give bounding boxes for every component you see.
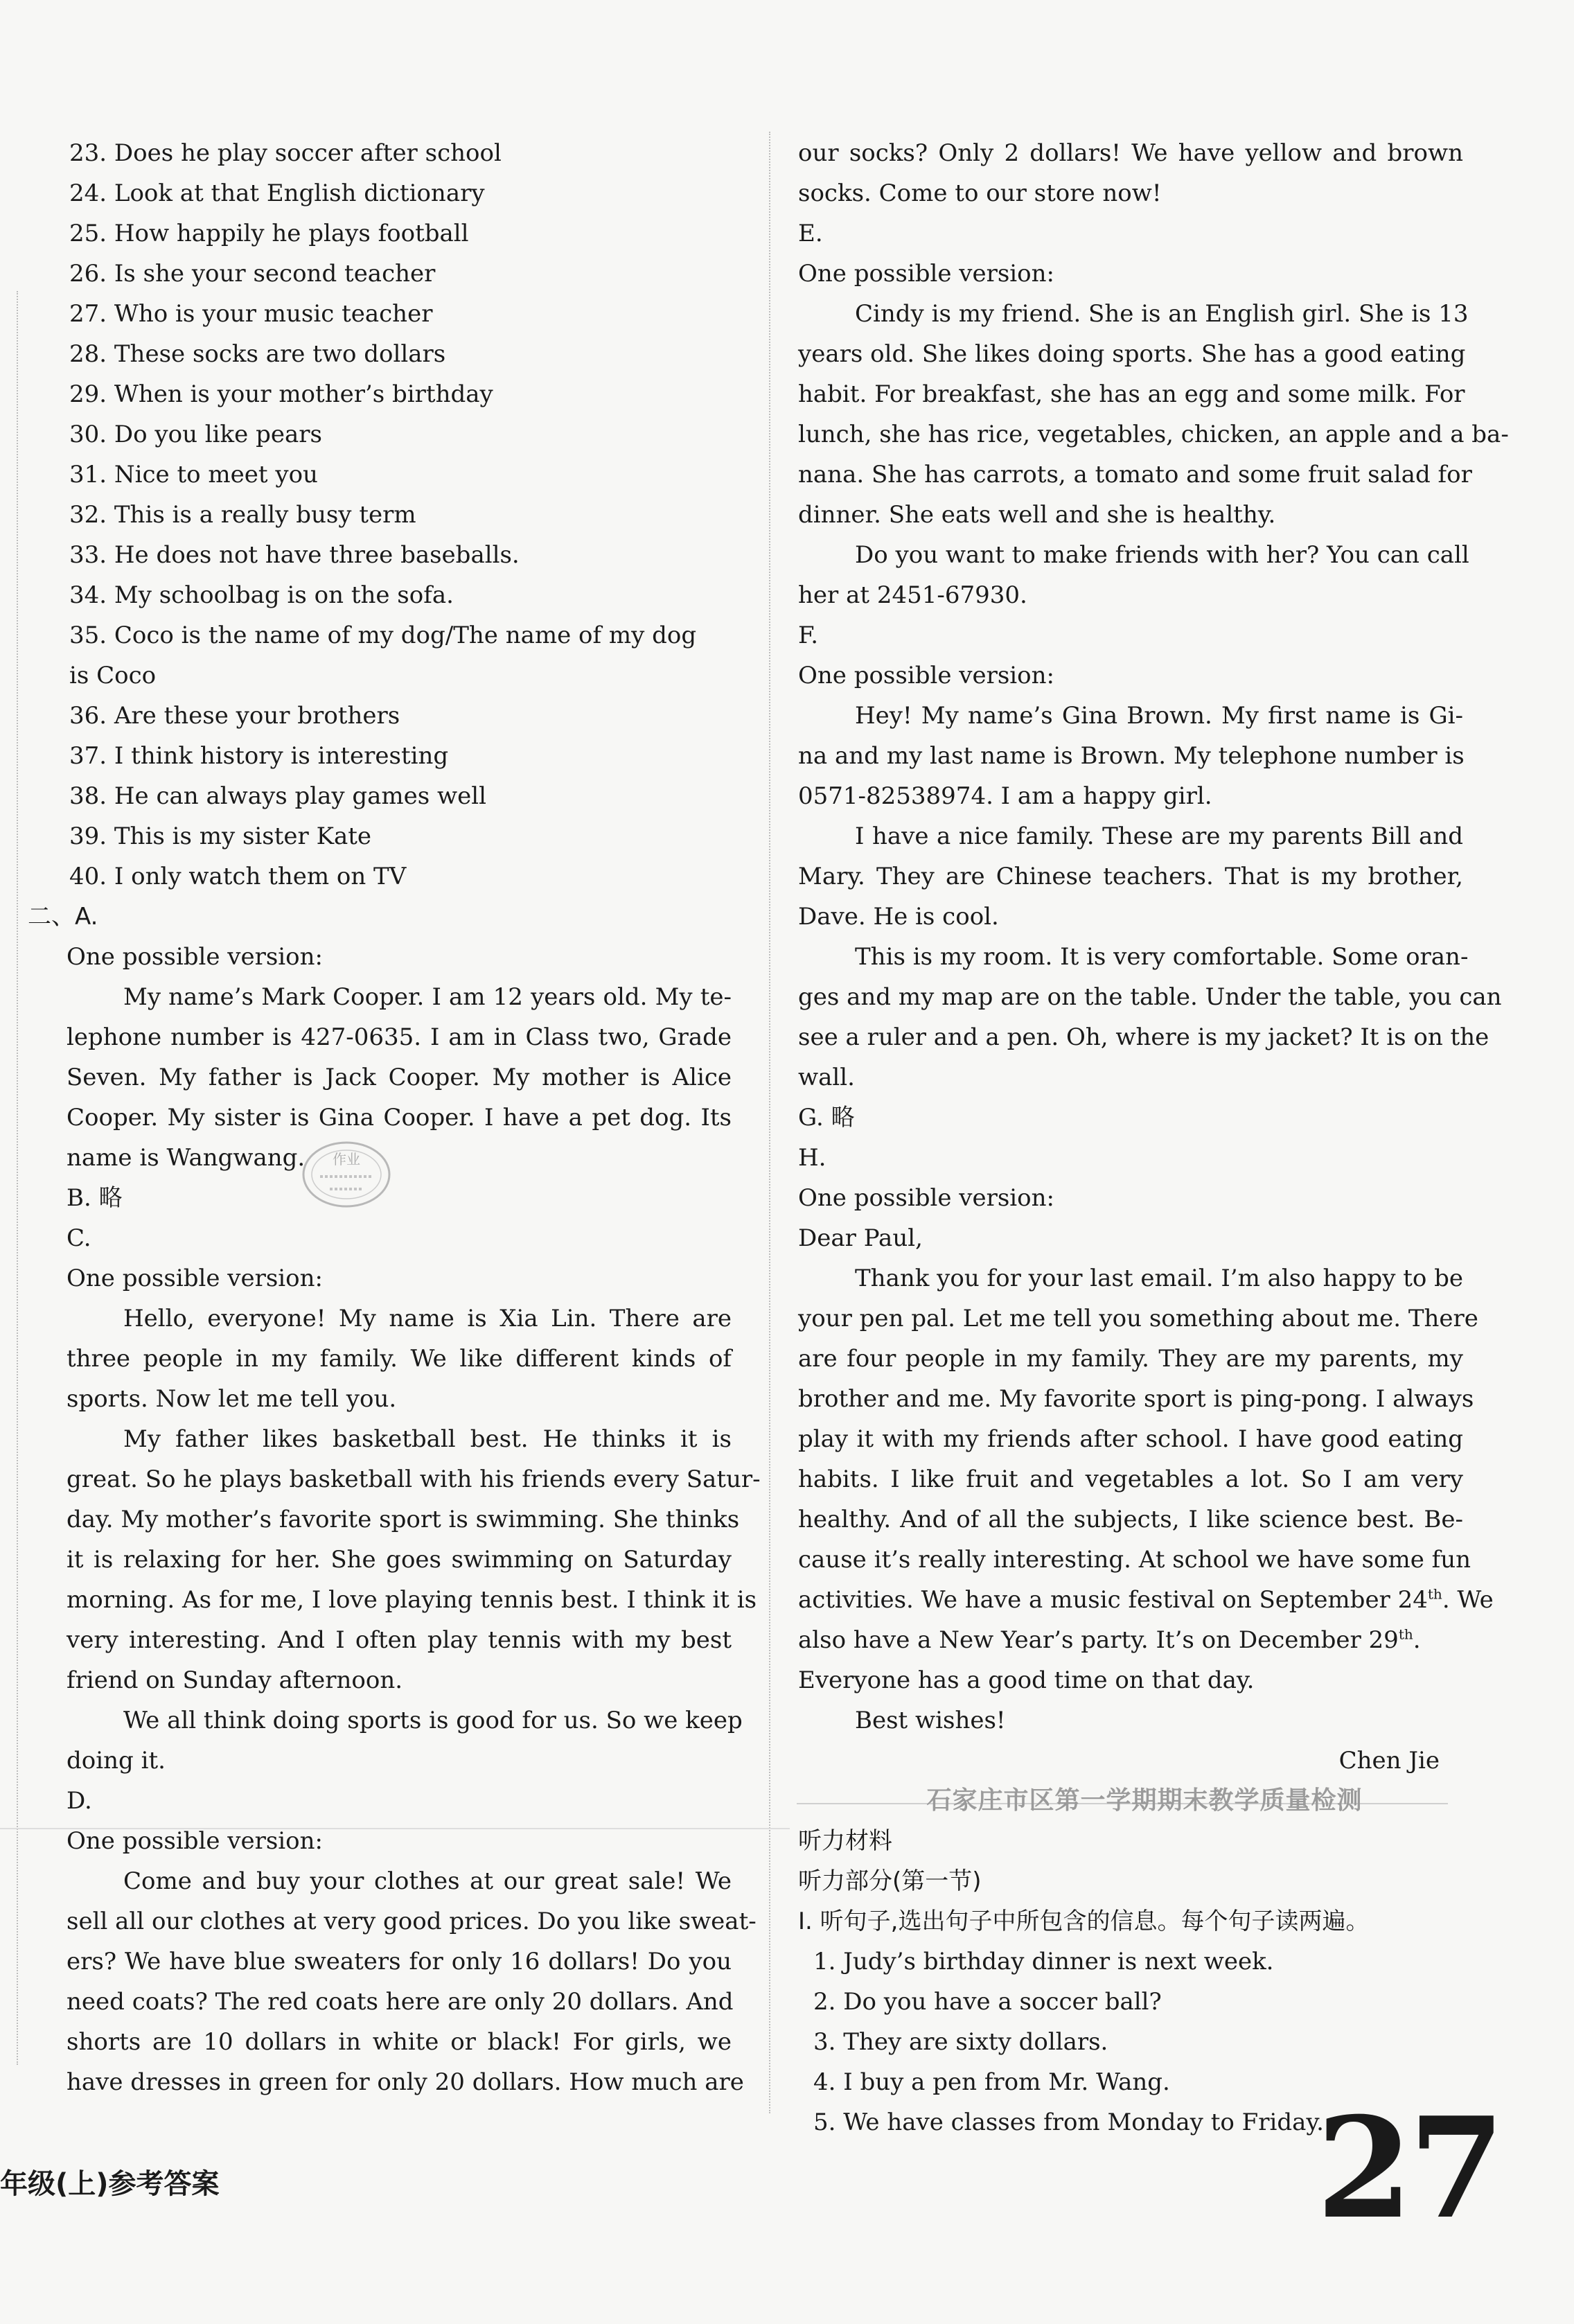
version-label: One possible version: [798, 1184, 1054, 1212]
essay-line: Cindy is my friend. She is an English girl. She is 13 [855, 300, 1469, 328]
essay-line: na and my last name is Brown. My telephone number is [798, 742, 1465, 770]
list-item: 23. Does he play soccer after school [69, 139, 502, 167]
essay-line: 0571-82538974. I am a happy girl. [798, 782, 1212, 810]
list-item: 30. Do you like pears [69, 421, 322, 448]
essay-line: socks. Come to our store now! [798, 179, 1162, 207]
essay-line: Hello, everyone! My name is Xia Lin. There are [123, 1305, 732, 1332]
essay-line: our socks? Only 2 dollars! We have yellow and brown [798, 139, 1463, 167]
essay-line: have dresses in green for only 20 dollars. How much are [67, 2068, 744, 2096]
essay-line: sports. Now let me tell you. [67, 1385, 397, 1413]
version-label: One possible version: [798, 662, 1054, 689]
essay-line: years old. She likes doing sports. She has a good eating [798, 340, 1466, 368]
version-label: One possible version: [67, 1827, 323, 1855]
page-number: 27 [1316, 2087, 1501, 2250]
essay-line: healthy. And of all the subjects, I like science best. Be- [798, 1506, 1463, 1533]
essay-c [67, 1299, 761, 1781]
list-item: 31. Nice to meet you [69, 461, 318, 488]
list-item: 25. How happily he plays football [69, 220, 469, 247]
list-item: 38. He can always play games well [69, 782, 487, 810]
section-2-label: 二、A. [28, 903, 98, 931]
column-divider [769, 132, 770, 2113]
right-column [798, 133, 1509, 2142]
essay-line: Dave. He is cool. [798, 903, 999, 931]
essay-line: Thank you for your last email. I’m also happy to be [855, 1265, 1464, 1292]
letter-signature: Chen Jie [1338, 1747, 1440, 1775]
essay-a [67, 977, 732, 1178]
listening-material-heading: 听力材料 [798, 1827, 892, 1855]
h-label: H. [798, 1144, 826, 1172]
essay-line: nana. She has carrots, a tomato and some fruit salad for [798, 461, 1472, 488]
list-item: 39. This is my sister Kate [69, 822, 372, 850]
list-item: 36. Are these your brothers [69, 702, 400, 730]
c-label: C. [67, 1224, 91, 1252]
essay-line: are four people in my family. They are my parents, my [798, 1345, 1463, 1373]
essay-line: We all think doing sports is good for us. So we keep [123, 1707, 743, 1734]
essay-d [67, 1861, 757, 2102]
b-label: B. 略 [67, 1184, 123, 1212]
essay-line: name is Wangwang. [67, 1144, 306, 1172]
section-1-instruction: Ⅰ. 听句子,选出句子中所包含的信息。每个句子读两遍。 [798, 1908, 1370, 1935]
list-item: 37. I think history is interesting [69, 742, 449, 770]
essay-line: Do you want to make friends with her? You can call [855, 541, 1469, 569]
list-item-continued: is Coco [69, 662, 157, 689]
essay-line [798, 1620, 1463, 1660]
list-item: 24. Look at that English dictionary [69, 179, 485, 207]
essay-line [798, 1580, 1494, 1620]
essay-line: morning. As for me, I love playing tennis best. I think it is [67, 1586, 757, 1614]
essay-e [798, 294, 1509, 615]
text-run: . We [1442, 1586, 1494, 1614]
essay-line: wall. [798, 1064, 855, 1091]
superscript: th [1427, 1585, 1442, 1603]
essay-line: brother and me. My favorite sport is ping-pong. I always [798, 1385, 1474, 1413]
essay-line: My father likes basketball best. He thinks it is [123, 1425, 732, 1453]
list-item: 3. They are sixty dollars. [813, 2028, 1108, 2056]
essay-line: Come and buy your clothes at our great sale! We [123, 1867, 732, 1895]
g-label: G. 略 [798, 1104, 855, 1132]
essay-line: doing it. [67, 1747, 166, 1775]
listening-part-heading: 听力部分(第一节) [798, 1867, 982, 1895]
left-column [28, 133, 761, 2102]
essay-line: ers? We have blue sweaters for only 16 dollars! Do you [67, 1948, 732, 1975]
essay-line: great. So he plays basketball with his friends every Satur- [67, 1465, 761, 1493]
essay-line: Cooper. My sister is Gina Cooper. I have a pet dog. Its [67, 1104, 732, 1132]
essay-line: it is relaxing for her. She goes swimming on Saturday [67, 1546, 732, 1574]
essay-line: her at 2451-67930. [798, 581, 1027, 609]
list-item: 5. We have classes from Monday to Friday. [813, 2109, 1324, 2136]
list-item: 32. This is a really busy term [69, 501, 416, 529]
essay-line: Mary. They are Chinese teachers. That is my brother, [798, 863, 1463, 890]
essay-line: Hey! My name’s Gina Brown. My first name is Gi- [855, 702, 1463, 730]
version-label: One possible version: [798, 260, 1054, 288]
essay-line: sell all our clothes at very good prices. Do you like sweat- [67, 1908, 757, 1935]
essay-line: Seven. My father is Jack Cooper. My mother is Alice [67, 1064, 732, 1091]
list-item: 35. Coco is the name of my dog/The name of my dog [69, 622, 697, 649]
essay-h [798, 1258, 1494, 1781]
superscript: th [1398, 1626, 1413, 1643]
list-item: 4. I buy a pen from Mr. Wang. [813, 2068, 1170, 2096]
essay-line: dinner. She eats well and she is healthy. [798, 501, 1276, 529]
essay-line: play it with my friends after school. I have good eating [798, 1425, 1463, 1453]
letter-greeting: Dear Paul, [798, 1224, 923, 1252]
essay-line: shorts are 10 dollars in white or black! For girls, we [67, 2028, 732, 2056]
list-item: 40. I only watch them on TV [69, 863, 407, 890]
stamp-text: 作业 [333, 1151, 360, 1168]
list-item: 29. When is your mother’s birthday [69, 380, 493, 408]
essay-line: ges and my map are on the table. Under the table, you can [798, 983, 1502, 1011]
e-label: E. [798, 220, 823, 247]
letter-closing: Best wishes! [855, 1707, 1006, 1734]
essay-line: habit. For breakfast, she has an egg and some milk. For [798, 380, 1465, 408]
left-margin-dots [17, 291, 18, 2065]
list-item: 1. Judy’s birthday dinner is next week. [813, 1948, 1274, 1975]
essay-line: Everyone has a good time on that day. [798, 1666, 1255, 1694]
essay-line: lunch, she has rice, vegetables, chicken, an apple and a ba- [798, 421, 1509, 448]
essay-line: three people in my family. We like different kinds of [67, 1345, 732, 1373]
list-item: 28. These socks are two dollars [69, 340, 446, 368]
exam-heading: 石家庄市区第一学期期末教学质量检测 [926, 1786, 1363, 1815]
version-label: One possible version: [67, 943, 323, 971]
f-label: F. [798, 622, 819, 649]
essay-line: My name’s Mark Cooper. I am 12 years old. My te- [123, 983, 732, 1011]
text-run: activities. We have a music festival on September 24 [798, 1586, 1428, 1614]
essay-line: habits. I like fruit and vegetables a lot. So I am very [798, 1465, 1463, 1493]
text-run: also have a New Year’s party. It’s on December 29 [798, 1626, 1399, 1654]
essay-line: I have a nice family. These are my parents Bill and [855, 822, 1463, 850]
footer-title: 年级(上)参考答案 [0, 2168, 220, 2200]
list-item: 34. My schoolbag is on the sofa. [69, 581, 454, 609]
list-item: 2. Do you have a soccer ball? [813, 1988, 1162, 2016]
essay-line: day. My mother’s favorite sport is swimming. She thinks [67, 1506, 740, 1533]
essay-line: need coats? The red coats here are only 20 dollars. And [67, 1988, 734, 2016]
list-item: 33. He does not have three baseballs. [69, 541, 520, 569]
essay-line: cause it’s really interesting. At school we have some fun [798, 1546, 1471, 1574]
essay-line: This is my room. It is very comfortable. Some oran- [855, 943, 1469, 971]
text-run: . [1413, 1626, 1421, 1654]
essay-line: lephone number is 427-0635. I am in Class two, Grade [67, 1023, 732, 1051]
essay-line: very interesting. And I often play tennis with my best [67, 1626, 732, 1654]
answers-list [67, 133, 732, 897]
list-item: 27. Who is your music teacher [69, 300, 433, 328]
d-label: D. [67, 1787, 92, 1815]
version-label: One possible version: [67, 1265, 323, 1292]
essay-line: friend on Sunday afternoon. [67, 1666, 403, 1694]
essay-f [798, 696, 1502, 1098]
watermark-stamp [298, 1136, 395, 1213]
essay-line: your pen pal. Let me tell you something about me. There [798, 1305, 1478, 1332]
essay-line: see a ruler and a pen. Oh, where is my jacket? It is on the [798, 1023, 1489, 1051]
list-item: 26. Is she your second teacher [69, 260, 436, 288]
